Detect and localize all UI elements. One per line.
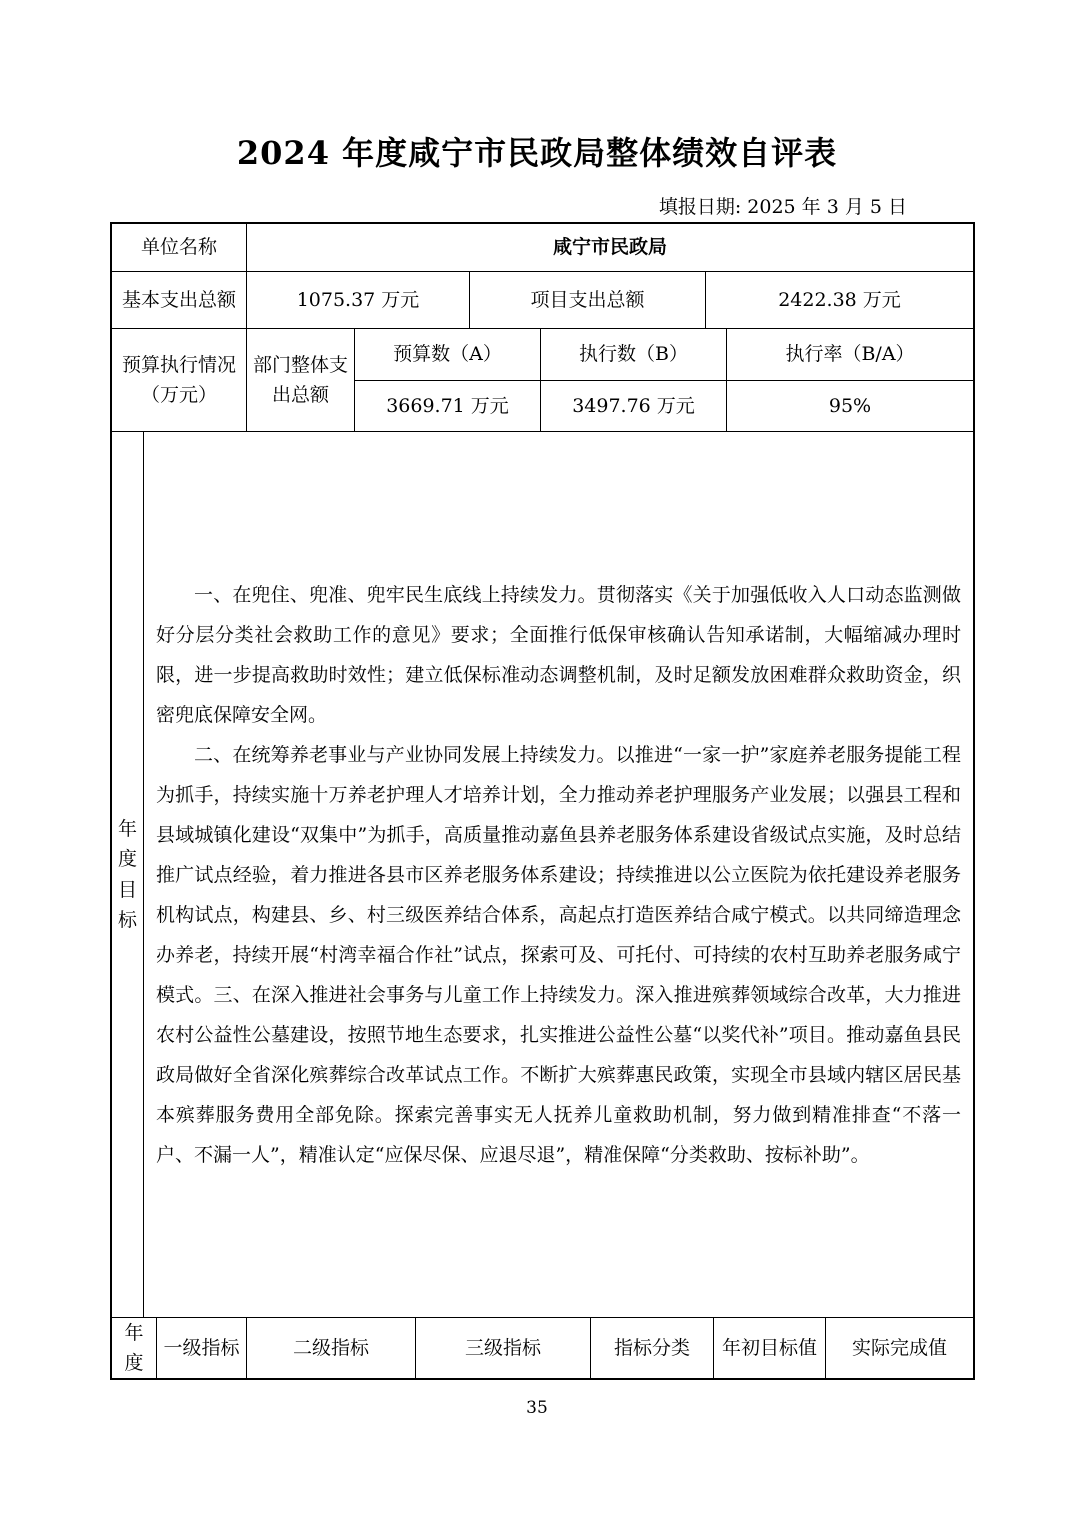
indicator-actual-value-header: 实际完成值 <box>851 1336 947 1359</box>
annual-goal-text <box>144 432 973 1317</box>
budget-execution-label: 预算执行情况（万元） <box>112 329 247 431</box>
budget-header-subrow <box>355 329 973 381</box>
unit-name-value: 咸宁市民政局 <box>552 236 667 259</box>
indicator-category-header: 指标分类 <box>591 1318 714 1378</box>
execution-rate-header: 执行率（B/A） <box>785 343 915 366</box>
project-expenditure-label: 项目支出总额 <box>470 272 706 328</box>
expenditure-row <box>112 272 973 329</box>
basic-expenditure-value: 1075.37 万元 <box>247 272 470 328</box>
indicator-year-header: 年度 <box>112 1318 157 1378</box>
indicator-initial-target-header: 年初目标值 <box>714 1318 826 1378</box>
page-title: 2024 年度咸宁市民政局整体绩效自评表 <box>236 134 838 172</box>
department-total-label: 部门整体支出总额 <box>247 329 355 431</box>
unit-name-row <box>112 224 973 272</box>
performance-table <box>110 222 975 1380</box>
indicator-header-row <box>112 1318 973 1378</box>
indicator-level3-header: 三级指标 <box>416 1318 591 1378</box>
budget-execution-grid <box>355 329 973 431</box>
annual-goal-row <box>112 432 973 1318</box>
project-expenditure-value: 2422.38 万元 <box>778 288 901 311</box>
budget-value-subrow <box>355 381 973 432</box>
budget-a-header: 预算数（A） <box>355 329 541 380</box>
budget-a-value: 3669.71 万元 <box>355 381 541 432</box>
unit-name-label: 单位名称 <box>112 224 247 271</box>
indicator-level2-header: 二级指标 <box>247 1318 416 1378</box>
annual-goal-label: 年度目标 <box>112 432 144 1317</box>
execution-b-header: 执行数（B） <box>541 329 727 380</box>
annual-goal-paragraph-2: 二、在统筹养老事业与产业协同发展上持续发力。以推进“一家一护”家庭养老服务提能工程为抓手，持续实施十万养老护理人才培养计划，全力推动养老护理服务产业发展；以强县工程和县域城镇化建设“双集中”为抓手，高质量推动嘉鱼县养老服务体系建设省级试点实施，及时总结推广试点经验，着力推进各县市区养老服务体系建设；持续推进以公立医院为依托建设养老服务机构试点，构建县、乡、村三级医养结合体系，高起点打造医养结合咸宁模式。以共同缔造理念办养老，持续开展“村湾幸福合作社”试点，探索可及、可托付、可持续的农村互助养老服务咸宁模式。三、在深入推进社会事务与儿童工作上持续发力。深入推进殡葬领域综合改革，大力推进农村公益性公墓建设，按照节地生态要求，扎实推进公益性公墓“以奖代补”项目。推动嘉鱼县民政局做好全省深化殡葬综合改革试点工作。不断扩大殡葬惠民政策，实现全市县域内辖区居民基本殡葬服务费用全部免除。探索完善事实无人抚养儿童救助机制，努力做到精准排查“不落一户、不漏一人”，精准认定“应保尽保、应退尽退”，精准保障“分类救助、按标补助”。 <box>156 743 961 1166</box>
annual-goal-paragraph-1: 一、在兜住、兜准、兜牢民生底线上持续发力。贯彻落实《关于加强低收入人口动态监测做好分层分类社会救助工作的意见》要求；全面推行低保审核确认告知承诺制，大幅缩减办理时限，进一步提高救助时效性；建立低保标准动态调整机制，及时足额发放困难群众救助资金，织密兜底保障安全网。 <box>156 583 961 726</box>
execution-rate-value: 95% <box>828 394 872 417</box>
basic-expenditure-label: 基本支出总额 <box>112 272 247 328</box>
report-date: 填报日期: 2025 年 3 月 5 日 <box>658 196 907 218</box>
page-number: 35 <box>526 1398 548 1418</box>
budget-execution-row <box>112 329 973 432</box>
indicator-level1-header: 一级指标 <box>157 1318 247 1378</box>
execution-b-value: 3497.76 万元 <box>541 381 727 432</box>
